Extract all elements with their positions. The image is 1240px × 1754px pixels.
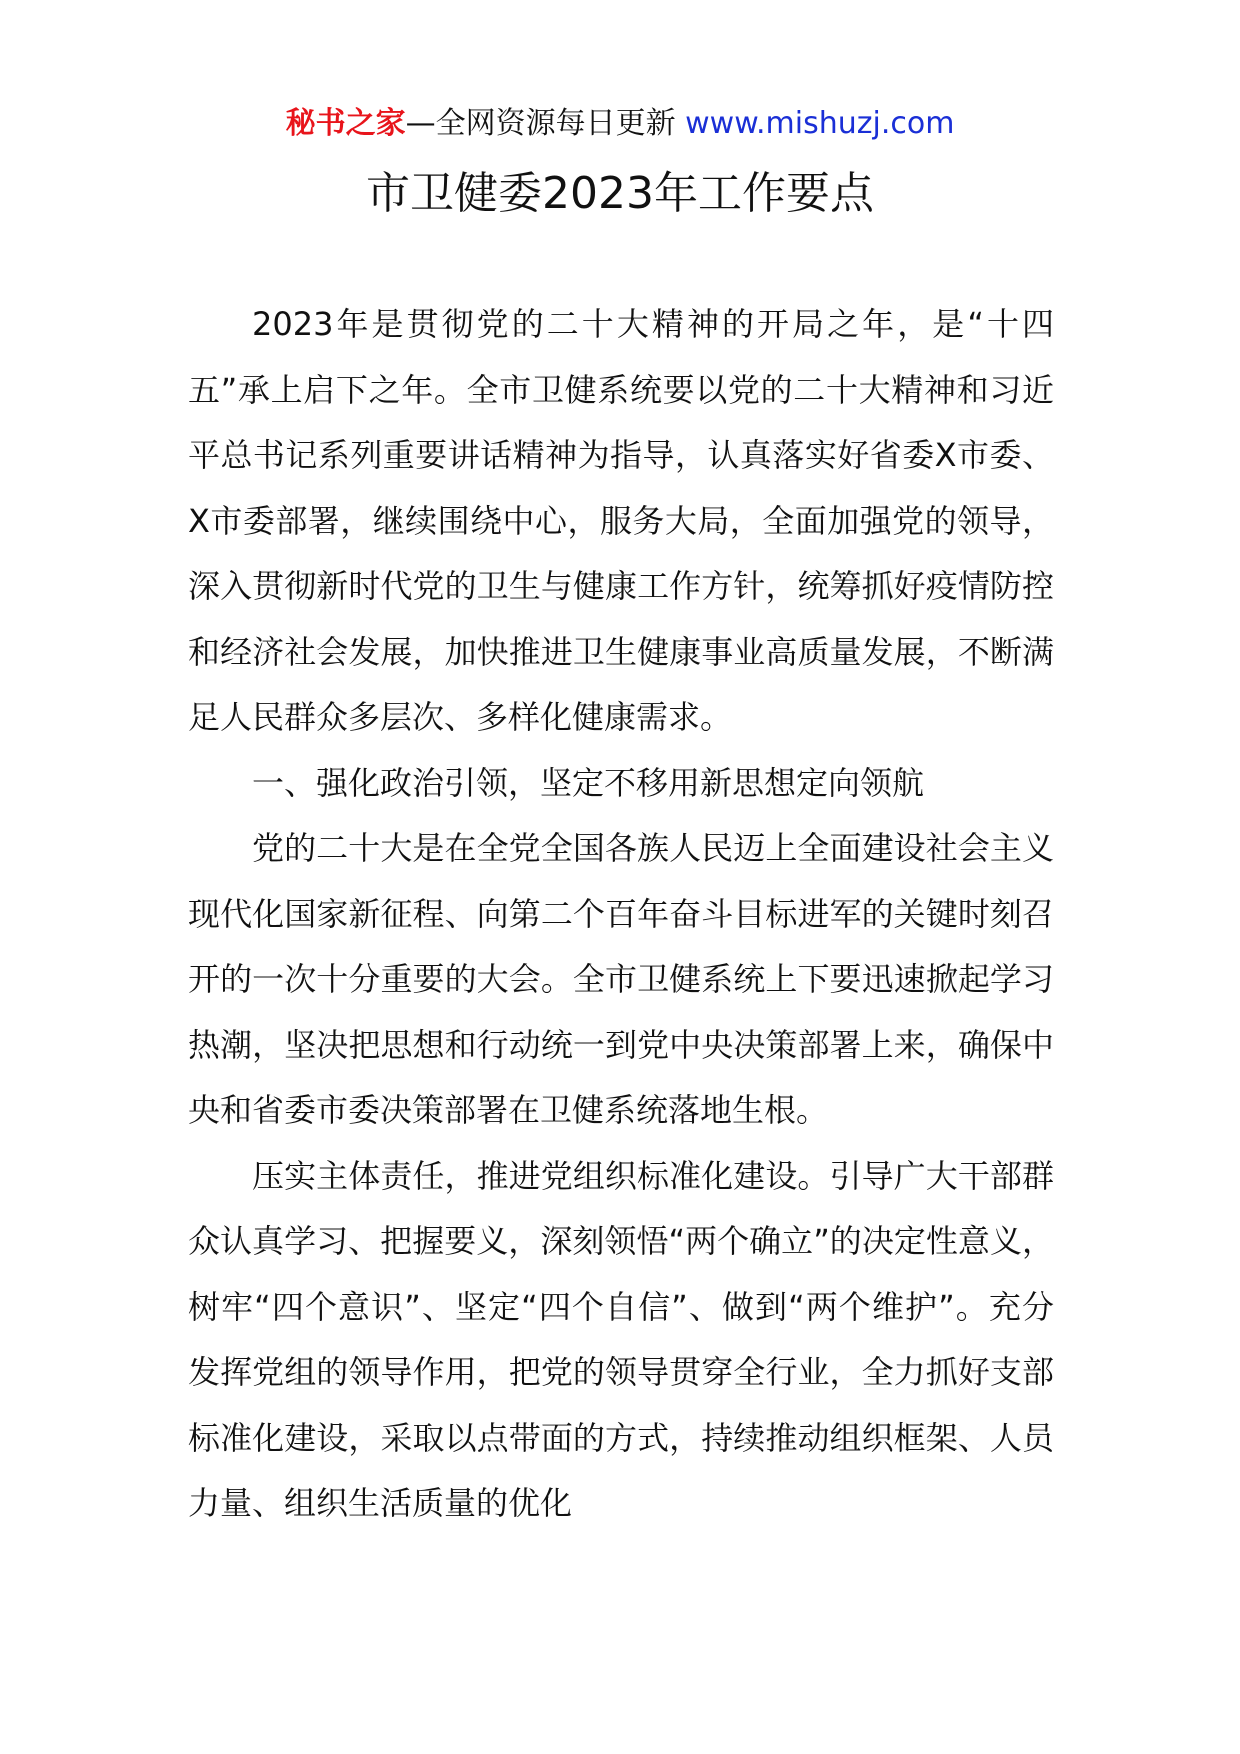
document-title: 市卫健委2023年工作要点 — [366, 168, 874, 219]
section-1-paragraph-2: 压实主体责任，推进党组织标准化建设。引导广大干部群众认真学习、把握要义，深刻领悟“两个确立”的决定性意义，树牢“四个意识”、坚定“四个自信”、做到“两个维护”。充分发挥党组的领导作用，把党的领导贯穿全行业，全力抓好支部标准化建设，采取以点带面的方式，持续推动组织框架、人员力量、组织生活质量的优化 — [188, 1156, 1054, 1522]
brand-name: 秘书之家 — [285, 106, 406, 141]
banner-tagline: —全网资源每日更新 — [405, 106, 676, 141]
site-url-link[interactable]: www.mishuzj.com — [685, 106, 955, 141]
section-heading-1: 一、强化政治引领，坚定不移用新思想定向领航 — [252, 763, 925, 802]
document-body — [188, 292, 1054, 1537]
header-banner — [0, 104, 1240, 144]
intro-paragraph: 2023年是贯彻党的二十大精神的开局之年，是“十四五”承上启下之年。全市卫健系统要以党的二十大精神和习近平总书记系列重要讲话精神为指导，认真落实好省委X市委、X市委部署，继续围绕中心，服务大局，全面加强党的领导，深入贯彻新时代党的卫生与健康工作方针，统筹抓好疫情防控和经济社会发展，加快推进卫生健康事业高质量发展，不断满足人民群众多层次、多样化健康需求。 — [188, 305, 1054, 736]
section-1-paragraph: 党的二十大是在全党全国各族人民迈上全面建设社会主义现代化国家新征程、向第二个百年奋斗目标进军的关键时刻召开的一次十分重要的大会。全市卫健系统上下要迅速掀起学习热潮，坚决把思想和行动统一到党中央决策部署上来，确保中央和省委市委决策部署在卫健系统落地生根。 — [188, 829, 1054, 1129]
